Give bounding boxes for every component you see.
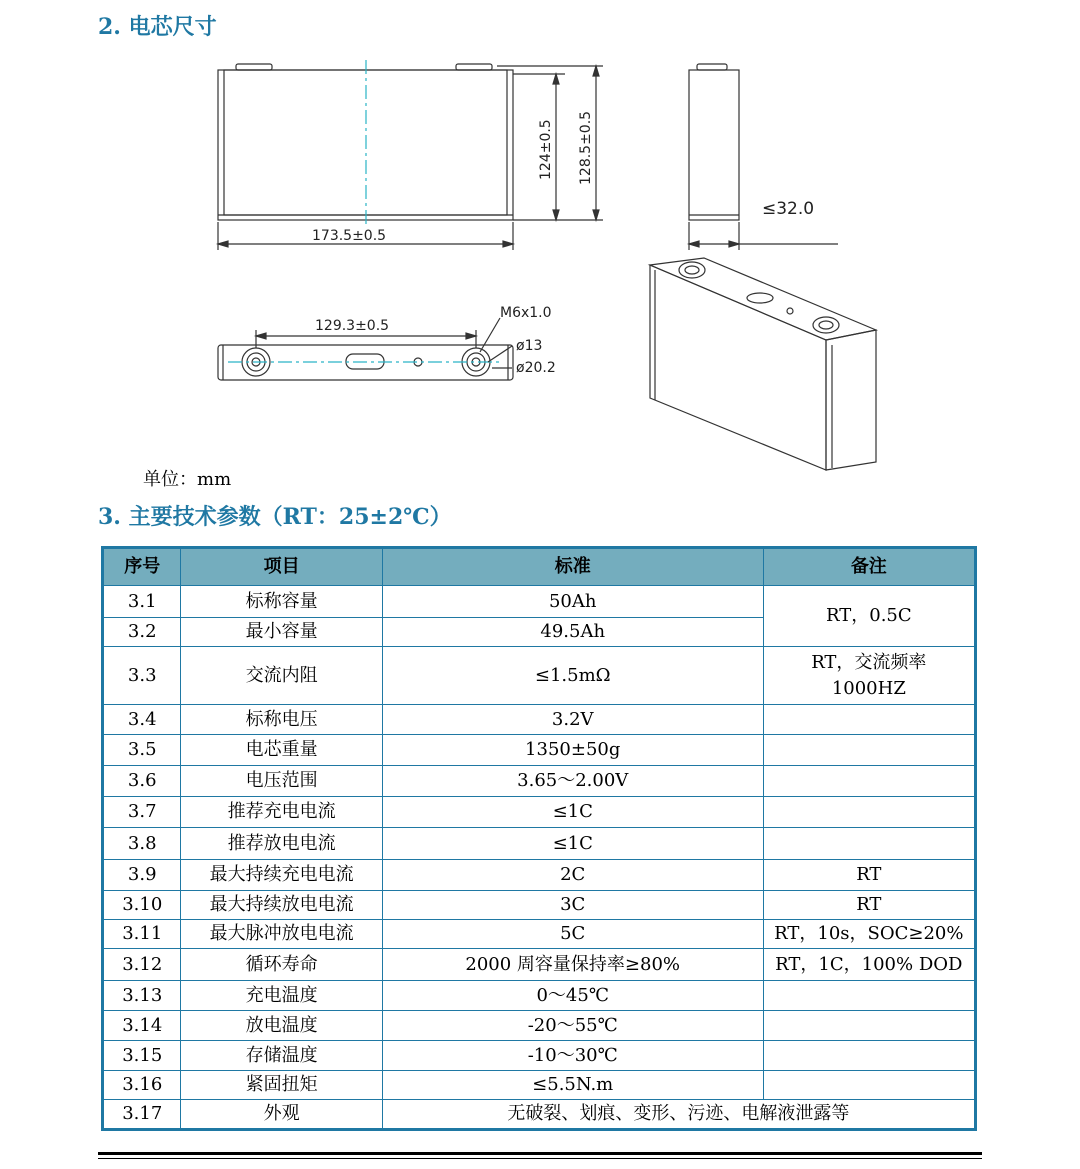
row-item: 最大持续充电电流	[181, 860, 382, 891]
thread-label: M6x1.0	[500, 305, 552, 321]
row-item: 存储温度	[181, 1041, 382, 1071]
row-no: 3.1	[103, 586, 181, 618]
row-remark	[763, 735, 975, 766]
row-remark: RT，0.5C	[763, 586, 975, 647]
row-standard: 2000 周容量保持率≥80%	[382, 949, 763, 981]
row-item: 电压范围	[181, 766, 382, 797]
row-no: 3.8	[103, 828, 181, 860]
row-item: 紧固扭矩	[181, 1071, 382, 1100]
row-no: 3.10	[103, 891, 181, 920]
table-row	[103, 828, 976, 860]
dim-thickness-label: ≤32.0	[762, 199, 815, 219]
header-no: 序号	[103, 548, 181, 586]
row-no: 3.2	[103, 618, 181, 647]
row-standard: 无破裂、划痕、变形、污迹、电解液泄露等	[382, 1100, 975, 1130]
dim-total-height-label: 128.5±0.5	[578, 110, 594, 185]
row-remark: RT	[763, 860, 975, 891]
row-standard: -10～30℃	[382, 1041, 763, 1071]
row-item: 交流内阻	[181, 647, 382, 705]
row-standard: -20～55℃	[382, 1011, 763, 1041]
table-row	[103, 860, 976, 891]
remark-line: 1000HZ	[831, 677, 906, 699]
header-remark: 备注	[763, 548, 975, 586]
row-remark: RT	[763, 891, 975, 920]
row-remark	[763, 1071, 975, 1100]
row-standard: 50Ah	[382, 586, 763, 618]
row-no: 3.16	[103, 1071, 181, 1100]
table-header-row	[103, 548, 976, 586]
row-item: 标称电压	[181, 705, 382, 735]
row-no: 3.7	[103, 797, 181, 828]
table-row	[103, 949, 976, 981]
row-remark: RT，1C，100% DOD	[763, 949, 975, 981]
row-item: 最小容量	[181, 618, 382, 647]
row-no: 3.3	[103, 647, 181, 705]
header-item: 项目	[181, 548, 382, 586]
row-no: 3.5	[103, 735, 181, 766]
row-item: 外观	[181, 1100, 382, 1130]
table-row	[103, 705, 976, 735]
dia-outer-label: ø20.2	[516, 360, 556, 376]
table-row	[103, 647, 976, 705]
row-item: 推荐放电电流	[181, 828, 382, 860]
row-standard: 1350±50g	[382, 735, 763, 766]
row-standard: 5C	[382, 920, 763, 949]
row-no: 3.9	[103, 860, 181, 891]
row-no: 3.17	[103, 1100, 181, 1130]
section-title-dimensions: 2. 电芯尺寸	[98, 14, 217, 40]
header-standard: 标准	[382, 548, 763, 586]
row-remark	[763, 1011, 975, 1041]
remark-line: RT，交流频率	[811, 651, 927, 673]
row-item: 循环寿命	[181, 949, 382, 981]
row-standard: 3.65～2.00V	[382, 766, 763, 797]
row-no: 3.15	[103, 1041, 181, 1071]
section-title-specs: 3. 主要技术参数（RT：25±2℃）	[98, 504, 452, 530]
row-item: 电芯重量	[181, 735, 382, 766]
row-standard: 0～45℃	[382, 981, 763, 1011]
row-standard: 49.5Ah	[382, 618, 763, 647]
row-standard: ≤5.5N.m	[382, 1071, 763, 1100]
table-row	[103, 1071, 976, 1100]
row-remark	[763, 647, 975, 705]
row-remark	[763, 797, 975, 828]
row-remark	[763, 766, 975, 797]
row-item: 推荐充电电流	[181, 797, 382, 828]
dia-inner-label: ø13	[516, 338, 543, 354]
row-standard: 3.2V	[382, 705, 763, 735]
row-standard: ≤1.5mΩ	[382, 647, 763, 705]
row-remark: RT，10s，SOC≥20%	[763, 920, 975, 949]
unit-note: 单位：mm	[143, 469, 232, 490]
side-view	[689, 64, 838, 250]
table-row	[103, 1011, 976, 1041]
row-no: 3.13	[103, 981, 181, 1011]
footer-rule	[98, 1152, 982, 1155]
row-standard: 2C	[382, 860, 763, 891]
cell-dimension-drawing	[0, 0, 1080, 500]
spec-table	[101, 546, 977, 1131]
row-no: 3.11	[103, 920, 181, 949]
table-row	[103, 920, 976, 949]
dim-terminal-pitch-label: 129.3±0.5	[315, 318, 390, 334]
row-item: 放电温度	[181, 1011, 382, 1041]
row-item: 充电温度	[181, 981, 382, 1011]
table-row	[103, 1041, 976, 1071]
row-remark	[763, 828, 975, 860]
row-standard: 3C	[382, 891, 763, 920]
dim-width-label: 173.5±0.5	[312, 228, 387, 244]
table-row	[103, 981, 976, 1011]
row-no: 3.12	[103, 949, 181, 981]
row-item: 标称容量	[181, 586, 382, 618]
row-no: 3.14	[103, 1011, 181, 1041]
row-standard: ≤1C	[382, 828, 763, 860]
table-row	[103, 586, 976, 618]
isometric-view	[650, 258, 876, 470]
row-standard: ≤1C	[382, 797, 763, 828]
table-row	[103, 766, 976, 797]
table-row	[103, 797, 976, 828]
row-remark	[763, 1041, 975, 1071]
table-row	[103, 1100, 976, 1130]
row-no: 3.4	[103, 705, 181, 735]
table-row	[103, 735, 976, 766]
table-row	[103, 891, 976, 920]
footer-rule-thin	[98, 1158, 982, 1159]
row-item: 最大持续放电电流	[181, 891, 382, 920]
row-item: 最大脉冲放电电流	[181, 920, 382, 949]
row-no: 3.6	[103, 766, 181, 797]
row-remark	[763, 705, 975, 735]
row-remark	[763, 981, 975, 1011]
dim-body-height-label: 124±0.5	[538, 119, 554, 180]
